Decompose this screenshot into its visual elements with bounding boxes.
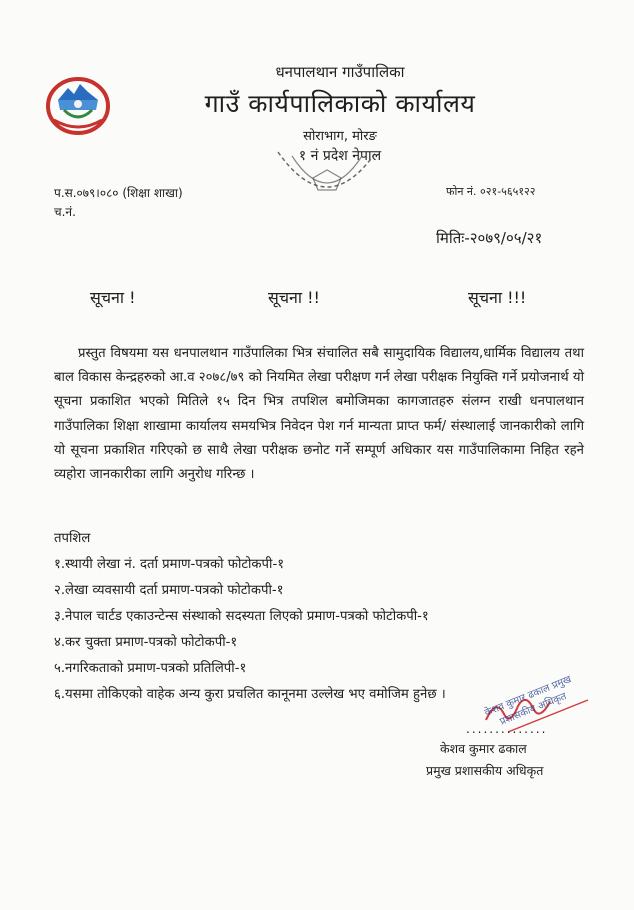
signature-stamp-text: केशव कुमार ढकाल प्रमुख प्रशासकीय अधिकृत xyxy=(483,674,573,728)
phone-number: फोन नं. ०२१-५६५१२२ xyxy=(446,185,536,198)
municipality-name: धनपालथान गाउँपालिका xyxy=(275,63,405,81)
signatory-title: प्रमुख प्रशासकीय अधिकृत xyxy=(426,763,544,778)
signature-line: .............. xyxy=(466,722,548,736)
list-item: ५.नगरिकताको प्रमाण-पत्रको प्रतिलिपी-१ xyxy=(54,661,247,676)
address-line-2: १ नं प्रदेश नेपाल xyxy=(298,148,382,164)
notice-label-3: सूचना !!! xyxy=(468,288,527,307)
list-item: ६.यसमा तोकिएको वाहेक अन्य कुरा प्रचलित कानूनमा उल्लेख भए वमोजिम हुनेछ । xyxy=(54,687,446,702)
list-item: ३.नेपाल चार्टड एकाउन्टेन्स संस्थाको सदस्यता लिएको प्रमाण-पत्रको फोटोकपी-१ xyxy=(54,609,429,624)
notice-label-1: सूचना ! xyxy=(90,288,136,307)
notice-body-paragraph: प्रस्तुत विषयमा यस धनपालथान गाउँपालिका भित्र संचालित सबै सामुदायिक विद्यालय,धार्मिक विद्यालय तथा बाल विकास केन्द्रहरुको आ.व २०७८/७९ को नियमित लेखा परीक्षण गर्न लेखा परीक्षक नियुक्ति गर्ने प्रयोजनार्थ यो सूचना प्रकाशित भएको मितिले १५ दिन भित्र तपशिल बमोजिमका कागजातहरु संलग्न राखी धनपालथान गाउँपालिका शिक्षा शाखामा कार्यालय समयभित्र निवेदन पेश गर्न मान्यता प्राप्त फर्म/ संस्थालाई जानकारीको लागि यो सूचना प्रकाशित गरिएको छ साथै लेखा परीक्षक छनोट गर्ने सम्पूर्ण अधिकार यस गाउँपालिकामा निहित रहने व्यहोरा जानकारीका लागि अनुरोध गरिन्छ । xyxy=(54,346,584,483)
required-documents-list xyxy=(54,552,446,708)
reference-number: प.स.०७९।०८० (शिक्षा शाखा) xyxy=(54,186,183,200)
list-item: १.स्थायी लेखा नं. दर्ता प्रमाण-पत्रको फोटोकपी-१ xyxy=(54,557,285,572)
dispatch-number: च.नं. xyxy=(54,205,76,219)
nepal-emblem-icon xyxy=(44,74,112,136)
address-line-1: सोराभाग, मोरङ xyxy=(303,129,377,144)
list-item: २.लेखा व्यवसायी दर्ता प्रमाण-पत्रको फोटोकपी-१ xyxy=(54,583,284,598)
office-stamp-icon xyxy=(268,132,386,224)
list-item: ४.कर चुक्ता प्रमाण-पत्रको फोटोकपी-१ xyxy=(54,635,238,650)
signatory-name: केशव कुमार ढकाल xyxy=(440,741,527,756)
notice-label-2: सूचना !! xyxy=(268,288,320,307)
office-title: गाउँ कार्यपालिकाको कार्यालय xyxy=(204,89,476,118)
details-heading: तपशिल xyxy=(54,531,91,546)
notice-date: मितिः-२०७९/०५/२१ xyxy=(436,229,543,247)
